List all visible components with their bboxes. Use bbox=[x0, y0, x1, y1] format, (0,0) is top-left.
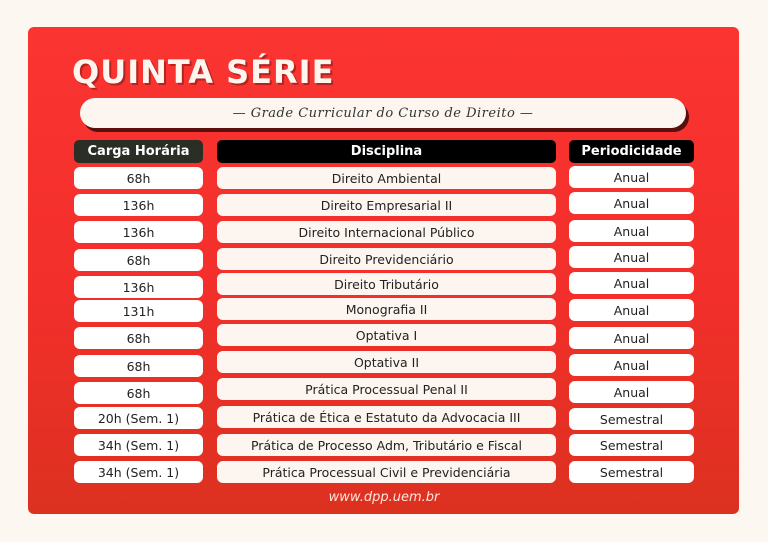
disciplina-cell: Prática de Processo Adm, Tributário e Fiscal bbox=[217, 434, 556, 456]
periodicidade-cell: Anual bbox=[569, 220, 694, 242]
periodicidade-cell: Anual bbox=[569, 381, 694, 403]
column-header-periodicidade: Periodicidade bbox=[569, 140, 694, 163]
carga-cell: 68h bbox=[74, 382, 203, 404]
disciplina-cell: Prática Processual Penal II bbox=[217, 378, 556, 400]
disciplina-cell: Direito Empresarial II bbox=[217, 194, 556, 216]
disciplina-cell: Direito Ambiental bbox=[217, 167, 556, 189]
column-header-disciplina: Disciplina bbox=[217, 140, 556, 163]
periodicidade-cell: Anual bbox=[569, 327, 694, 349]
periodicidade-cell: Anual bbox=[569, 354, 694, 376]
carga-cell: 34h (Sem. 1) bbox=[74, 434, 203, 456]
disciplina-cell: Monografia II bbox=[217, 298, 556, 320]
periodicidade-cell: Anual bbox=[569, 272, 694, 294]
periodicidade-cell: Semestral bbox=[569, 434, 694, 456]
carga-cell: 68h bbox=[74, 327, 203, 349]
carga-cell: 68h bbox=[74, 167, 203, 189]
carga-cell: 68h bbox=[74, 249, 203, 271]
carga-cell: 34h (Sem. 1) bbox=[74, 461, 203, 483]
carga-cell: 136h bbox=[74, 276, 203, 298]
carga-cell: 20h (Sem. 1) bbox=[74, 407, 203, 429]
periodicidade-cell: Anual bbox=[569, 166, 694, 188]
disciplina-cell: Prática de Ética e Estatuto da Advocacia III bbox=[217, 406, 556, 428]
page-title: QUINTA SÉRIE bbox=[72, 53, 335, 91]
periodicidade-cell: Anual bbox=[569, 246, 694, 268]
periodicidade-cell: Anual bbox=[569, 192, 694, 214]
carga-cell: 136h bbox=[74, 221, 203, 243]
periodicidade-cell: Semestral bbox=[569, 408, 694, 430]
carga-cell: 136h bbox=[74, 194, 203, 216]
disciplina-cell: Optativa I bbox=[217, 324, 556, 346]
carga-cell: 68h bbox=[74, 355, 203, 377]
disciplina-cell: Direito Internacional Público bbox=[217, 221, 556, 243]
footer-url: www.dpp.uem.br bbox=[328, 490, 440, 505]
periodicidade-cell: Anual bbox=[569, 299, 694, 321]
disciplina-cell: Prática Processual Civil e Previdenciária bbox=[217, 461, 556, 483]
subtitle-text: — Grade Curricular do Curso de Direito — bbox=[232, 105, 534, 121]
disciplina-cell: Direito Previdenciário bbox=[217, 248, 556, 270]
periodicidade-cell: Semestral bbox=[569, 461, 694, 483]
disciplina-cell: Optativa II bbox=[217, 351, 556, 373]
carga-cell: 131h bbox=[74, 300, 203, 322]
column-header-carga: Carga Horária bbox=[74, 140, 203, 163]
subtitle-banner bbox=[80, 98, 686, 128]
disciplina-cell: Direito Tributário bbox=[217, 273, 556, 295]
